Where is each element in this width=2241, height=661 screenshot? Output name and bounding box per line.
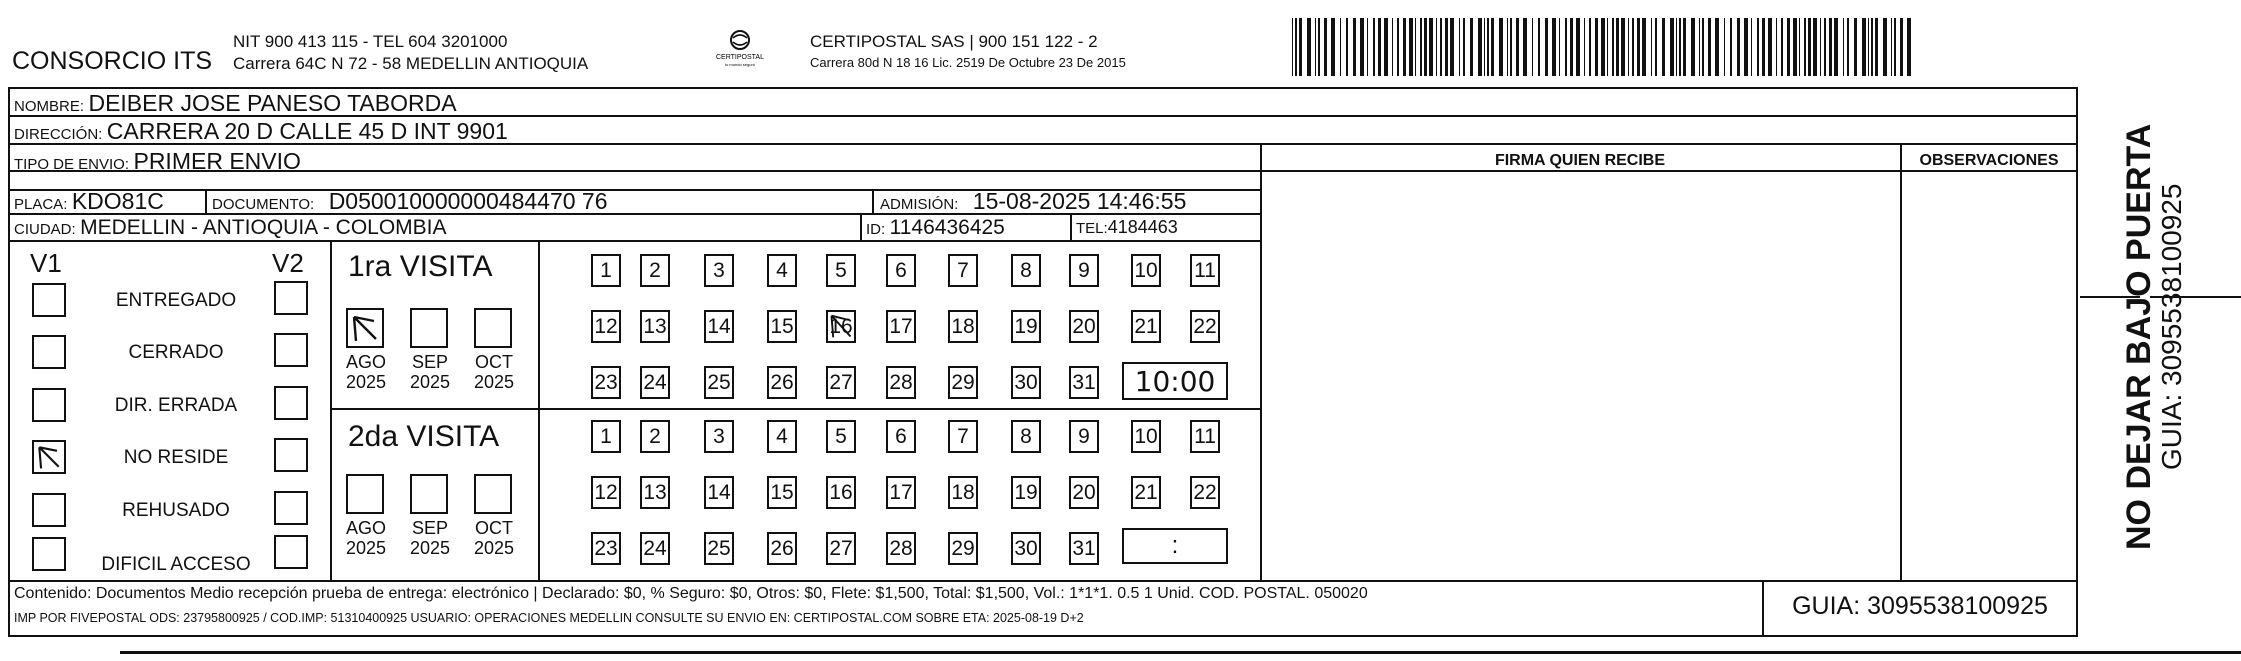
v1-checkbox[interactable] [32,283,66,317]
day-box[interactable]: 4 [767,420,797,453]
month-checkbox[interactable] [410,474,448,514]
day-box[interactable]: 25 [704,366,734,399]
side-warning: NO DEJAR BAJO PUERTA [2120,123,2158,550]
second-visit-title: 2da VISITA [348,420,500,453]
barcode-bar [1781,18,1783,76]
month-label: AGO 2025 [345,518,387,558]
barcode-bar [1651,18,1652,76]
shipping-type: PRIMER ENVIO [133,148,301,174]
barcode-bar [1776,18,1777,76]
barcode-bar [1491,18,1494,76]
barcode-bar [1292,18,1293,76]
barcode-bar [1576,18,1580,76]
barcode-bar [1523,18,1527,76]
barcode-bar [1307,18,1311,76]
barcode-bar [1642,18,1646,76]
barcode-bar [1799,18,1800,76]
barcode-bar [1403,18,1406,76]
admission-field: ADMISIÓN: 15-08-2025 14:46:55 [880,188,1187,214]
day-box[interactable]: 2 [640,420,670,453]
month-label: OCT 2025 [473,518,515,558]
month-checkbox[interactable] [346,308,384,348]
barcode-bar [1378,18,1381,76]
v2-checkbox[interactable] [274,491,308,525]
footer-guide: GUIA: 3095538100925 [1792,592,2048,620]
barcode-bar [1875,18,1878,76]
barcode-bar [1450,18,1454,76]
document-field: DOCUMENTO: D050010000000484470 76 [212,188,608,214]
barcode-bar [1510,18,1512,76]
day-box[interactable]: 22 [1190,310,1220,343]
month-checkbox[interactable] [410,308,448,348]
barcode-bar [1445,18,1448,76]
barcode-bar [1824,18,1826,76]
barcode-bar [1589,18,1591,76]
barcode-bar [1793,18,1797,76]
day-box[interactable]: 6 [886,420,916,453]
day-box[interactable]: 31 [1069,366,1099,399]
barcode-bar [1637,18,1640,76]
barcode-bar [1662,18,1665,76]
day-box[interactable]: 12 [591,310,621,343]
barcode-bar [1397,18,1399,76]
month-label: SEP 2025 [409,518,451,558]
barcode-bar [1424,18,1427,76]
day-box[interactable]: 28 [886,532,916,565]
day-box[interactable]: 11 [1190,254,1220,287]
barcode-bar [1478,18,1482,76]
barcode-bar [1737,18,1740,76]
barcode-bar [1843,18,1844,76]
first-visit-title: 1ra VISITA [348,250,493,283]
barcode-bar [1470,18,1473,76]
id-field: ID: 1146436425 [866,216,1005,239]
barcode-bar [1730,18,1732,76]
barcode-bar [1708,18,1711,76]
day-box[interactable]: 13 [640,310,670,343]
barcode-bar [1516,18,1519,76]
barcode-bar [1384,18,1388,76]
name-field: NOMBRE: DEIBER JOSE PANESO TABORDA [14,90,457,116]
day-box[interactable]: 27 [826,532,856,565]
barcode-bar [1744,18,1748,76]
status-label: CERRADO [128,342,224,363]
day-box[interactable]: 7 [948,420,978,453]
barcode-bar [1299,18,1302,76]
v2-checkbox[interactable] [274,535,308,569]
barcode-bar [1691,18,1695,76]
svg-text:tu mundo seguro: tu mundo seguro [724,62,756,67]
day-box[interactable]: 27 [826,366,856,399]
day-box[interactable]: 9 [1069,420,1099,453]
day-box[interactable]: 12 [591,476,621,509]
plate-field: PLACA: KDO81C [14,188,164,214]
second-visit-time-box[interactable] [1122,528,1228,564]
barcode-bar [1871,18,1873,76]
barcode-bar [1607,18,1608,76]
barcode-bar [1699,18,1700,76]
barcode-bar [1346,18,1348,76]
first-visit-time-box[interactable] [1122,362,1228,400]
barcode-bar [1751,18,1752,76]
status-label: REHUSADO [122,500,230,521]
barcode-bar [1420,18,1422,76]
day-box[interactable]: 2 [640,254,670,287]
city-value: MEDELLIN - ANTIOQUIA - COLOMBIA [80,216,447,239]
day-box[interactable]: 5 [826,254,856,287]
barcode-bar [1847,18,1849,76]
v2-checkbox[interactable] [274,386,308,420]
barcode-bar [1813,18,1817,76]
carrier-name: CERTIPOSTAL SAS | 900 151 122 - 2 [810,32,1098,51]
barcode-bar [1628,18,1629,76]
barcode-bar [1724,18,1725,76]
barcode-bar [1463,18,1465,76]
barcode-bar [1616,18,1619,76]
svg-text:CERTIPOSTAL: CERTIPOSTAL [716,54,764,61]
day-box[interactable]: 22 [1190,476,1220,509]
barcode-bar [1331,18,1335,76]
day-box[interactable]: 23 [591,366,621,399]
day-box[interactable]: 19 [1011,476,1041,509]
v2-checkbox[interactable] [274,438,308,472]
status-label: DIFICIL ACCESO [101,554,251,575]
day-box[interactable]: 13 [640,476,670,509]
month-label: SEP 2025 [409,352,451,392]
status-label: ENTREGADO [115,290,237,311]
barcode-bar [1612,18,1614,76]
v1-checkbox[interactable] [32,537,66,571]
barcode-bar [1459,18,1460,76]
day-box[interactable]: 8 [1011,254,1041,287]
content-line: Contenido: Documentos Medio recepción prueba de entrega: electrónico | Declarado: $0, % Seguro: $0, Otros: $0, Flete: $1,500, Total: $1,500, Vol.: 1*1*1. 0.5 1 Unid. COD. POSTAL. 050020 [14,585,1368,602]
barcode-bar [1883,18,1887,76]
day-box[interactable]: 15 [767,310,797,343]
day-box[interactable]: 16 [826,476,856,509]
day-box[interactable]: 14 [704,476,734,509]
barcode-bar [1532,18,1533,76]
barcode-bar [1768,18,1772,76]
city-field: CIUDAD: MEDELLIN - ANTIOQUIA - COLOMBIA [14,216,447,239]
barcode-bar [1415,18,1416,76]
day-box[interactable]: 10 [1131,420,1161,453]
barcode-bar [1538,18,1540,76]
company-address: Carrera 64C N 72 - 58 MEDELLIN ANTIOQUIA [233,54,589,73]
day-box[interactable]: 16 [826,310,856,343]
day-box[interactable]: 23 [591,532,621,565]
barcode-bar [1507,18,1508,76]
month-label: OCT 2025 [473,352,515,392]
recipient-address: CARRERA 20 D CALLE 45 D INT 9901 [106,118,508,144]
barcode-bar [1373,18,1375,76]
barcode-bar [1820,18,1821,76]
barcode-bar [1808,18,1811,76]
barcode-bar [1894,18,1896,76]
barcode-bar [1392,18,1393,76]
barcode-bar [1868,18,1869,76]
day-box[interactable]: 7 [948,254,978,287]
plate-value: KDO81C [71,188,164,214]
barcode-bar [1862,18,1866,76]
barcode-bar [1834,18,1838,76]
v2-label: V2 [272,248,304,278]
second-visit-time: : [1171,532,1179,559]
barcode-bar [1907,18,1911,76]
day-box[interactable]: 24 [640,532,670,565]
day-box[interactable]: 29 [948,366,978,399]
barcode-bar [1429,18,1433,76]
day-box[interactable]: 5 [826,420,856,453]
day-box[interactable]: 10 [1131,254,1161,287]
day-box[interactable]: 3 [704,254,734,287]
status-label: DIR. ERRADA [114,395,238,416]
barcode-bar [1484,18,1485,76]
v1-checkbox[interactable] [32,493,66,527]
barcode-bar [1324,18,1327,76]
day-box[interactable]: 17 [886,310,916,343]
day-box[interactable]: 1 [591,254,621,287]
barcode-bar [1683,18,1686,76]
day-box[interactable]: 29 [948,532,978,565]
month-checkbox[interactable] [346,474,384,514]
first-visit-time: 10:00 [1134,364,1216,398]
v1-checkbox[interactable] [32,440,66,474]
day-box[interactable]: 9 [1069,254,1099,287]
day-box[interactable]: 15 [767,476,797,509]
id-value: 1146436425 [889,216,1005,239]
barcode-bar [1829,18,1832,76]
barcode-bar [1545,18,1548,76]
v1-label: V1 [30,248,62,278]
carrier-address: Carrera 80d N 18 16 Lic. 2519 De Octubre 23 De 2015 [810,55,1126,70]
address-field: DIRECCIÓN: CARRERA 20 D CALLE 45 D INT 9901 [14,118,508,144]
day-box[interactable]: 25 [704,532,734,565]
day-box[interactable]: 3 [704,420,734,453]
barcode-bar [1702,18,1704,76]
barcode-bar [1315,18,1316,76]
barcode-bar [1340,18,1341,76]
company-name: CONSORCIO ITS [12,47,213,75]
admission-value: 15-08-2025 14:46:55 [972,188,1187,214]
barcode-bar [1318,18,1320,76]
day-box[interactable]: 26 [767,366,797,399]
month-checkbox[interactable] [474,474,512,514]
barcode-bar [1601,18,1605,76]
day-box[interactable]: 20 [1069,476,1099,509]
barcode-bar [1353,18,1356,76]
day-box[interactable]: 30 [1011,532,1041,565]
barcode-bar [1787,18,1790,76]
bottom-edge [120,651,2241,654]
barcode-bar [1715,18,1719,76]
barcode-bar [1367,18,1368,76]
day-box[interactable]: 24 [640,366,670,399]
month-label: AGO 2025 [345,352,387,392]
shipping-type-field: TIPO DE ENVIO: PRIMER ENVIO [14,148,301,174]
barcode [1292,18,1922,76]
day-box[interactable]: 21 [1131,310,1161,343]
v1-checkbox[interactable] [32,388,66,422]
barcode-bar [1360,18,1364,76]
barcode-bar [1559,18,1560,76]
barcode-bar [1655,18,1657,76]
barcode-bar [1499,18,1503,76]
observations-heading: OBSERVACIONES [1919,152,2059,169]
barcode-bar [1804,18,1806,76]
barcode-bar [1621,18,1625,76]
v2-checkbox[interactable] [274,281,308,315]
barcode-bar [1595,18,1598,76]
day-box[interactable]: 14 [704,310,734,343]
barcode-bar [1487,18,1489,76]
tel-value: 4184463 [1107,217,1178,237]
company-nit: NIT 900 413 115 - TEL 604 3201000 [233,32,508,51]
certipostal-logo [700,28,780,70]
day-box[interactable]: 26 [767,532,797,565]
day-box[interactable]: 6 [886,254,916,287]
barcode-bar [1676,18,1677,76]
recipient-name: DEIBER JOSE PANESO TABORDA [88,90,457,116]
barcode-bar [1409,18,1413,76]
day-box[interactable]: 28 [886,366,916,399]
day-box[interactable]: 18 [948,310,978,343]
barcode-bar [1854,18,1857,76]
day-box[interactable]: 17 [886,476,916,509]
barcode-bar [1565,18,1567,76]
document-value: D050010000000484470 76 [328,188,608,214]
day-box[interactable]: 21 [1131,476,1161,509]
v1-checkbox[interactable] [32,335,66,369]
day-box[interactable]: 20 [1069,310,1099,343]
day-box[interactable]: 19 [1011,310,1041,343]
day-box[interactable]: 11 [1190,420,1220,453]
day-box[interactable]: 1 [591,420,621,453]
month-checkbox[interactable] [474,308,512,348]
day-box[interactable]: 18 [948,476,978,509]
signature-heading: FIRMA QUIEN RECIBE [1494,152,1666,169]
barcode-bar [1295,18,1297,76]
status-label: NO RESIDE [123,447,229,468]
barcode-bar [1436,18,1437,76]
barcode-bar [1440,18,1442,76]
barcode-bar [1632,18,1634,76]
barcode-bar [1762,18,1765,76]
barcode-bar [1670,18,1674,76]
day-box[interactable]: 30 [1011,366,1041,399]
day-box[interactable]: 31 [1069,532,1099,565]
barcode-bar [1570,18,1573,76]
day-box[interactable]: 4 [767,254,797,287]
tel-field: TEL:4184463 [1076,217,1178,237]
side-guide: GUIA: 3095538100925 [2156,183,2187,470]
v2-checkbox[interactable] [274,333,308,367]
barcode-bar [1891,18,1892,76]
day-box[interactable]: 8 [1011,420,1041,453]
barcode-bar [1552,18,1556,76]
barcode-bar [1584,18,1585,76]
imp-line: IMP POR FIVEPOSTAL ODS: 23795800925 / COD.IMP: 51310400925 USUARIO: OPERACIONES MEDELLIN CONSULTE SU ENVIO EN: CERTIPOSTAL.COM SOBRE ETA: 2025-08-19 D+2 [14,611,1084,625]
barcode-bar [1679,18,1681,76]
barcode-bar [1900,18,1903,76]
barcode-bar [1757,18,1759,76]
